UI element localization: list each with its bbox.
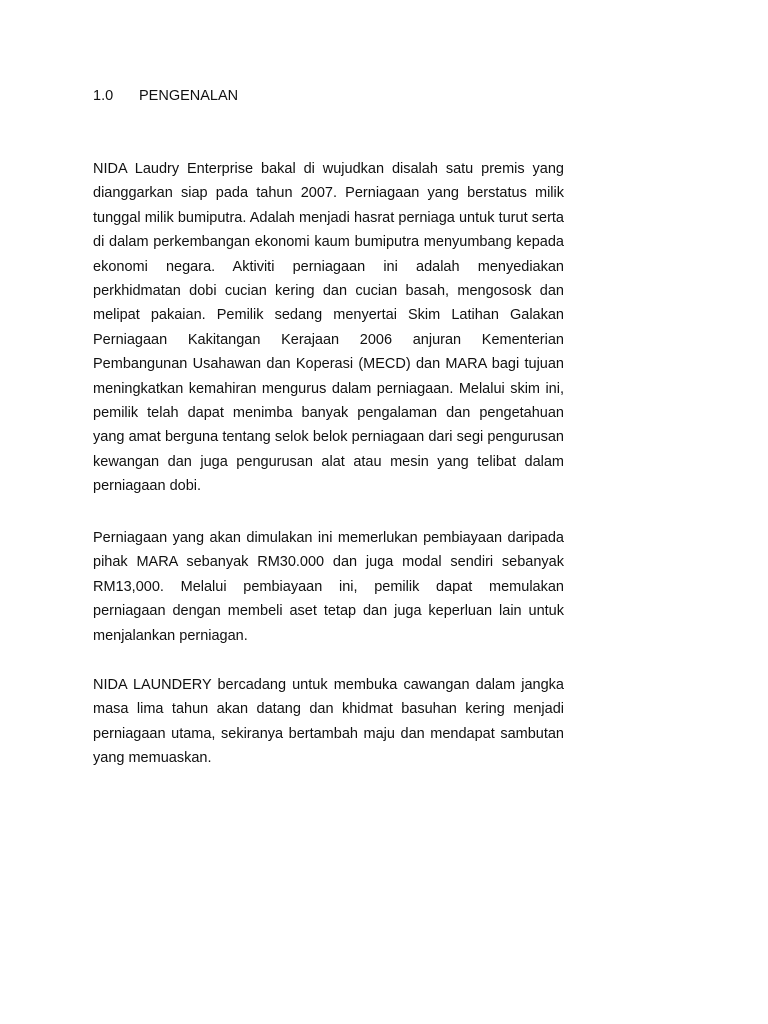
section-title: PENGENALAN xyxy=(139,88,239,104)
section-number: 1.0 xyxy=(93,88,114,104)
paragraph-introduction: NIDA Laudry Enterprise bakal di wujudkan disalah satu premis yang dianggarkan siap pada tahun 2007. Perniagaan yang berstatus milik tunggal milik bumiputra. Adalah menjadi hasrat perniaga untuk turut serta di dalam perkembangan ekonomi kaum bumiputra menyumbang kepada ekonomi negara. Aktiviti perniagaan ini adalah menyediakan perkhidmatan dobi cucian kering dan cucian basah, mengososk dan melipat pakaian. Pemilik sedang menyertai Skim Latihan Galakan Perniagaan Kakitangan Kerajaan 2006 anjuran Kementerian Pembangunan Usahawan dan Koperasi (MECD) dan MARA bagi tujuan meningkatkan kemahiran mengurus dalam perniagaan. Melalui skim ini, pemilik telah dapat menimba banyak pengalaman dan pengetahuan yang amat berguna tentang selok belok perniagaan dari segi pengurusan kewangan dan juga pengurusan alat atau mesin yang telibat dalam perniagaan dobi. xyxy=(93,161,564,495)
section-heading xyxy=(93,86,238,106)
paragraph-future-plans: NIDA LAUNDERY bercadang untuk membuka cawangan dalam jangka masa lima tahun akan datang dan khidmat basuhan kering menjadi perniagaan utama, sekiranya bertambah maju dan mendapat sambutan yang memuaskan. xyxy=(93,677,564,767)
paragraph-financing: Perniagaan yang akan dimulakan ini memerlukan pembiayaan daripada pihak MARA sebanyak RM30.000 dan juga modal sendiri sebanyak RM13,000. Melalui pembiayaan ini, pemilik dapat memulakan perniagaan dengan membeli aset tetap dan juga keperluan lain untuk menjalankan perniagan. xyxy=(93,530,564,644)
